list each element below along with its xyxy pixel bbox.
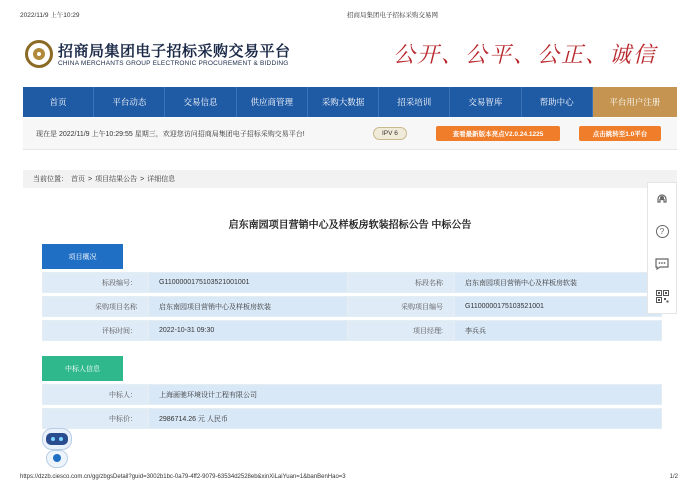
print-doc-title: 招商局集团电子招标采购交易网 <box>347 12 438 19</box>
field-value: 2986714.26 元 人民币 <box>148 408 662 429</box>
table-row <box>42 272 662 293</box>
nav-user-register[interactable]: 平台用户注册 <box>593 87 677 117</box>
ipv6-badge: IPV 6 <box>373 127 407 140</box>
welcome-text: 现在是 2022/11/9 上午10:29:55 星期三，欢迎您访问招商局集团电子招标采购交易平台! <box>36 131 305 138</box>
brand-slogan: 公开、公平、公正、诚信 <box>393 43 658 68</box>
help-icon[interactable]: ? <box>648 216 676 249</box>
nav-trade-info[interactable]: 交易信息 <box>165 87 236 117</box>
print-header <box>0 8 700 20</box>
brand-header <box>0 32 700 82</box>
nav-training[interactable]: 招采培训 <box>379 87 450 117</box>
detail-panel <box>23 196 677 444</box>
page-title: 启东南园项目营销中心及样板房软装招标公告 中标公告 <box>228 220 472 231</box>
main-nav <box>23 87 677 117</box>
print-url: https://dzzb.ciesco.com.cn/gg/zbgsDetail?guid=3002b1bc-0a79-4ff2-9079-63534d2528eb&xinXiLaiYuan=1&banBenHao=3 <box>20 474 346 480</box>
notice-bar <box>23 118 677 150</box>
field-label: 中标价： <box>42 408 148 429</box>
field-value: 启东南园项目营销中心及样板房软装 <box>148 296 348 317</box>
table-row <box>42 384 662 405</box>
breadcrumb <box>23 170 677 188</box>
field-label: 评标时间： <box>42 320 148 341</box>
field-value: 上海画驰环境设计工程有限公司 <box>148 384 662 405</box>
field-value: G1100000175103521001001 <box>148 272 348 293</box>
nav-platform-news[interactable]: 平台动态 <box>94 87 165 117</box>
field-label: 采购项目名称 <box>42 296 148 317</box>
print-footer <box>0 474 700 484</box>
message-icon[interactable] <box>648 248 676 281</box>
table-row <box>42 320 662 341</box>
print-page-number: 1/2 <box>669 474 678 480</box>
field-label: 中标人： <box>42 384 148 405</box>
field-label: 标段编号： <box>42 272 148 293</box>
nav-big-data[interactable]: 采购大数据 <box>308 87 379 117</box>
breadcrumb-prefix: 当前位置： <box>33 176 68 183</box>
nav-supplier-management[interactable]: 供应商管理 <box>237 87 308 117</box>
jump-to-v1-button[interactable]: 点击跳转至1.0平台 <box>579 126 661 141</box>
breadcrumb-home[interactable]: 首页 <box>71 176 85 183</box>
field-value: 李兵兵 <box>454 320 662 341</box>
robot-badge <box>53 454 61 462</box>
version-highlights-button[interactable]: 查看最新版本亮点V2.0.24.1225 <box>436 126 560 141</box>
breadcrumb-results[interactable]: 项目结果公告 <box>95 176 138 183</box>
customer-service-icon[interactable] <box>648 183 676 216</box>
breadcrumb-separator: > <box>140 175 145 183</box>
robot-face <box>46 433 68 445</box>
section-project-overview: 项目概况 <box>42 244 123 269</box>
nav-think-tank[interactable]: 交易智库 <box>450 87 521 117</box>
table-row <box>42 408 662 429</box>
nav-home[interactable]: 首页 <box>23 87 94 117</box>
field-label: 项目经理: <box>348 320 454 341</box>
qrcode-icon[interactable] <box>648 281 676 314</box>
nav-help-center[interactable]: 帮助中心 <box>522 87 593 117</box>
field-label: 标段名称 <box>348 272 454 293</box>
field-value: 2022-10-31 09:30 <box>148 320 348 341</box>
field-label: 采购项目编号 <box>348 296 454 317</box>
breadcrumb-current: 详细信息 <box>147 176 176 183</box>
robot-assistant-icon[interactable] <box>36 428 80 472</box>
brand-name-en: CHINA MERCHANTS GROUP ELECTRONIC PROCUREMENT & BIDDING <box>58 60 289 67</box>
print-datetime: 2022/11/9 上午10:29 <box>20 12 80 19</box>
table-row <box>42 296 662 317</box>
floating-sidebar <box>647 182 677 314</box>
field-value: 启东南园项目营销中心及样板房软装 <box>454 272 662 293</box>
logo-icon <box>25 40 53 68</box>
breadcrumb-separator: > <box>88 175 93 183</box>
brand-name-cn: 招商局集团电子招标采购交易平台 <box>58 43 291 60</box>
field-value: G1100000175103521001 <box>454 296 662 317</box>
section-winner-info: 中标人信息 <box>42 356 123 381</box>
